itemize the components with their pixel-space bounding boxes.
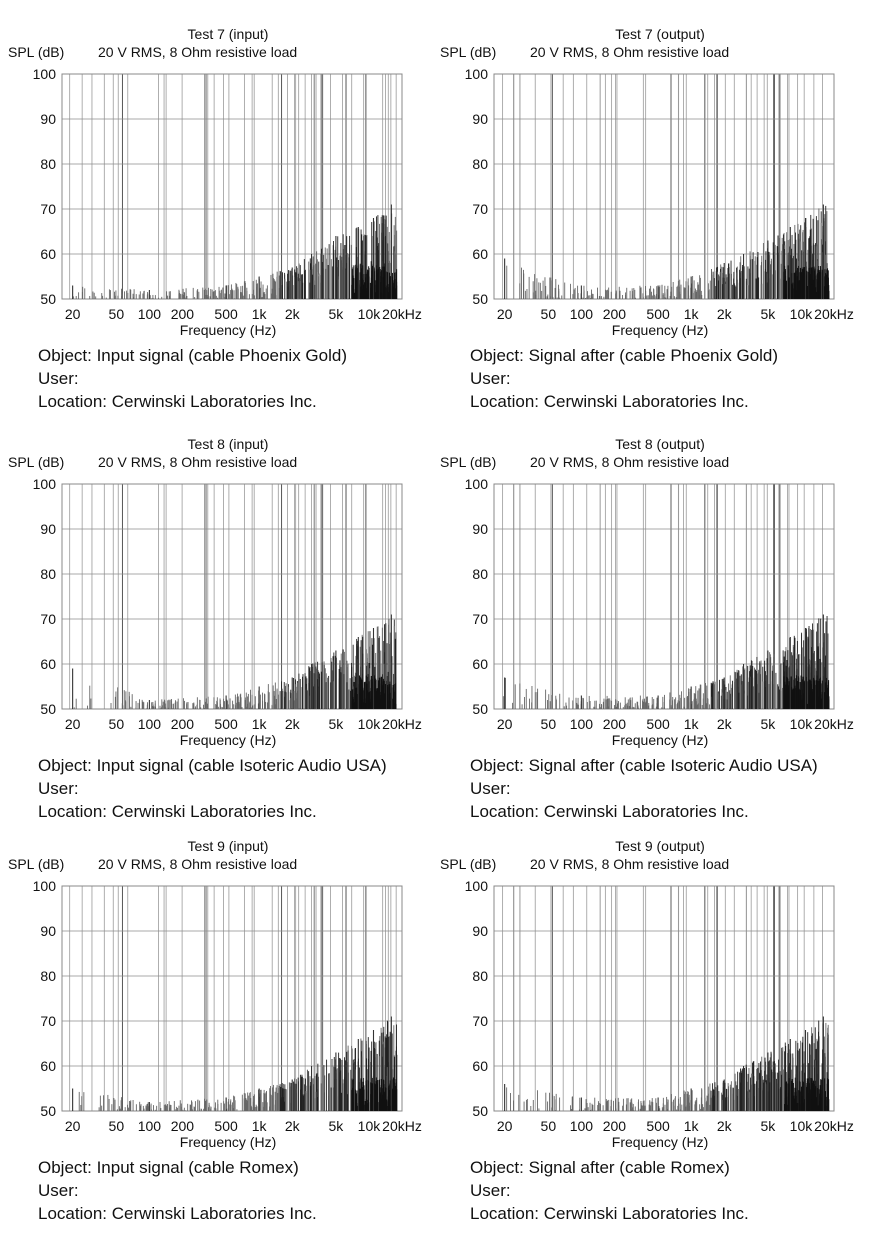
x-tick-label: 1k xyxy=(683,306,699,322)
vertical-grid xyxy=(503,484,823,709)
y-tick-label: 60 xyxy=(472,246,488,262)
x-axis-label: Frequency (Hz) xyxy=(611,732,709,748)
y-tick-label: 60 xyxy=(40,246,56,262)
y-tick-label: 50 xyxy=(472,291,488,307)
x-tick-label: 200 xyxy=(602,716,627,732)
user-line: User: xyxy=(38,369,79,388)
x-axis-label: Frequency (Hz) xyxy=(179,322,277,338)
spectrum-plot xyxy=(8,876,448,1136)
location-line: Location: Cerwinski Laboratories Inc. xyxy=(470,1204,749,1223)
x-tick-label: 50 xyxy=(108,1118,125,1134)
x-tick-label: 1k xyxy=(683,716,699,732)
y-tick-label: 100 xyxy=(464,476,488,492)
x-tick-label: 20kHz xyxy=(382,306,422,322)
x-tick-label: 50 xyxy=(540,1118,557,1134)
x-tick-label: 100 xyxy=(569,1118,594,1134)
x-tick-label: 100 xyxy=(137,306,162,322)
x-tick-label: 10k xyxy=(789,1118,813,1134)
chart-subtitle: 20 V RMS, 8 Ohm resistive load xyxy=(530,856,730,872)
x-tick-label: 5k xyxy=(328,716,344,732)
y-tick-label: 70 xyxy=(472,611,488,627)
user-line: User: xyxy=(470,779,511,798)
x-tick-label: 10k xyxy=(789,716,813,732)
x-tick-label: 10k xyxy=(357,1118,381,1134)
spectrum-bars xyxy=(73,615,396,710)
y-tick-label: 70 xyxy=(40,201,56,217)
x-tick-label: 20kHz xyxy=(814,1118,854,1134)
x-tick-label: 500 xyxy=(214,306,238,322)
user-line: User: xyxy=(470,1181,511,1200)
y-tick-label: 80 xyxy=(472,156,488,172)
x-tick-label: 1k xyxy=(251,1118,267,1134)
y-tick-label: 50 xyxy=(472,1103,488,1119)
x-tick-label: 100 xyxy=(569,306,594,322)
chart-panel-test9-input xyxy=(8,838,448,1248)
measurement-info xyxy=(38,754,387,823)
y-tick-label: 60 xyxy=(472,1058,488,1074)
x-tick-label: 2k xyxy=(284,716,300,732)
spectrum-bars xyxy=(73,1017,397,1112)
spectrum-plot xyxy=(8,64,448,324)
y-tick-label: 90 xyxy=(40,111,56,127)
x-tick-label: 50 xyxy=(108,716,125,732)
x-tick-label: 500 xyxy=(646,306,670,322)
user-line: User: xyxy=(38,1181,79,1200)
x-tick-label: 20kHz xyxy=(382,716,422,732)
x-tick-label: 2k xyxy=(716,306,732,322)
x-tick-label: 200 xyxy=(602,306,627,322)
object-line: Object: Signal after (cable Isoteric Audio USA) xyxy=(470,756,818,775)
y-tick-label: 80 xyxy=(40,566,56,582)
x-tick-label: 2k xyxy=(284,306,300,322)
spectrum-plot xyxy=(440,64,880,324)
y-axis-label: SPL (dB) xyxy=(440,44,497,60)
object-line: Object: Signal after (cable Romex) xyxy=(470,1158,730,1177)
chart-title: Test 8 (output) xyxy=(615,436,705,452)
object-line: Object: Input signal (cable Isoteric Audio USA) xyxy=(38,756,387,775)
y-axis-label: SPL (dB) xyxy=(440,454,497,470)
x-tick-label: 200 xyxy=(170,716,195,732)
x-tick-label: 5k xyxy=(328,306,344,322)
y-tick-label: 90 xyxy=(472,923,488,939)
y-tick-label: 100 xyxy=(464,66,488,82)
x-tick-label: 20kHz xyxy=(814,306,854,322)
x-tick-label: 500 xyxy=(214,716,238,732)
chart-panel-test7-output xyxy=(440,26,880,436)
measurement-info xyxy=(38,344,347,413)
y-axis-label: SPL (dB) xyxy=(8,856,65,872)
chart-panel-test8-input xyxy=(8,436,448,846)
x-tick-label: 100 xyxy=(569,716,594,732)
x-tick-label: 5k xyxy=(760,716,776,732)
x-tick-label: 200 xyxy=(170,1118,195,1134)
y-axis-label: SPL (dB) xyxy=(8,454,65,470)
y-tick-label: 70 xyxy=(40,611,56,627)
y-tick-label: 70 xyxy=(40,1013,56,1029)
chart-subtitle: 20 V RMS, 8 Ohm resistive load xyxy=(530,44,730,60)
object-line: Object: Input signal (cable Romex) xyxy=(38,1158,299,1177)
x-tick-label: 5k xyxy=(760,306,776,322)
measurement-info xyxy=(470,1156,749,1225)
x-axis-label: Frequency (Hz) xyxy=(611,1134,709,1150)
y-tick-label: 90 xyxy=(472,521,488,537)
x-tick-label: 10k xyxy=(789,306,813,322)
x-tick-label: 50 xyxy=(540,306,557,322)
y-tick-label: 90 xyxy=(40,923,56,939)
spectrum-plot xyxy=(8,474,448,734)
y-tick-label: 90 xyxy=(40,521,56,537)
chart-title: Test 8 (input) xyxy=(187,436,269,452)
x-tick-label: 1k xyxy=(251,306,267,322)
x-tick-label: 1k xyxy=(683,1118,699,1134)
chart-title: Test 7 (output) xyxy=(615,26,705,42)
x-tick-label: 100 xyxy=(137,716,162,732)
y-tick-label: 100 xyxy=(464,878,488,894)
y-axis-label: SPL (dB) xyxy=(440,856,497,872)
y-tick-label: 90 xyxy=(472,111,488,127)
x-tick-label: 20kHz xyxy=(382,1118,422,1134)
x-tick-label: 10k xyxy=(357,716,381,732)
x-tick-label: 20 xyxy=(496,1118,513,1134)
measurement-info xyxy=(470,344,778,413)
spectrum-plot xyxy=(440,876,880,1136)
x-tick-label: 2k xyxy=(284,1118,300,1134)
x-tick-label: 20kHz xyxy=(814,716,854,732)
location-line: Location: Cerwinski Laboratories Inc. xyxy=(38,392,317,411)
x-tick-label: 2k xyxy=(716,1118,732,1134)
chart-panel-test7-input xyxy=(8,26,448,436)
y-axis-label: SPL (dB) xyxy=(8,44,65,60)
y-tick-label: 100 xyxy=(32,66,56,82)
x-tick-label: 500 xyxy=(646,1118,670,1134)
y-tick-label: 70 xyxy=(472,201,488,217)
user-line: User: xyxy=(470,369,511,388)
location-line: Location: Cerwinski Laboratories Inc. xyxy=(470,392,749,411)
x-tick-label: 5k xyxy=(328,1118,344,1134)
y-tick-label: 80 xyxy=(40,156,56,172)
chart-title: Test 7 (input) xyxy=(187,26,269,42)
chart-title: Test 9 (input) xyxy=(187,838,269,854)
object-line: Object: Input signal (cable Phoenix Gold) xyxy=(38,346,348,365)
location-line: Location: Cerwinski Laboratories Inc. xyxy=(38,802,317,821)
x-tick-label: 10k xyxy=(357,306,381,322)
vertical-grid xyxy=(503,74,823,299)
y-tick-label: 60 xyxy=(472,656,488,672)
y-tick-label: 80 xyxy=(472,566,488,582)
y-tick-label: 70 xyxy=(472,1013,488,1029)
x-tick-label: 20 xyxy=(496,716,513,732)
x-tick-label: 5k xyxy=(760,1118,776,1134)
x-tick-label: 100 xyxy=(137,1118,162,1134)
x-tick-label: 20 xyxy=(64,716,81,732)
x-tick-label: 500 xyxy=(646,716,670,732)
location-line: Location: Cerwinski Laboratories Inc. xyxy=(470,802,749,821)
x-tick-label: 200 xyxy=(170,306,195,322)
location-line: Location: Cerwinski Laboratories Inc. xyxy=(38,1204,317,1223)
object-line: Object: Signal after (cable Phoenix Gold) xyxy=(470,346,779,365)
y-tick-label: 80 xyxy=(40,968,56,984)
y-tick-label: 60 xyxy=(40,656,56,672)
x-axis-label: Frequency (Hz) xyxy=(179,732,277,748)
spectrum-bars xyxy=(73,205,397,300)
x-axis-label: Frequency (Hz) xyxy=(611,322,709,338)
x-tick-label: 2k xyxy=(716,716,732,732)
y-tick-label: 100 xyxy=(32,878,56,894)
x-tick-label: 20 xyxy=(64,306,81,322)
user-line: User: xyxy=(38,779,79,798)
x-tick-label: 20 xyxy=(64,1118,81,1134)
y-tick-label: 60 xyxy=(40,1058,56,1074)
chart-subtitle: 20 V RMS, 8 Ohm resistive load xyxy=(530,454,730,470)
chart-subtitle: 20 V RMS, 8 Ohm resistive load xyxy=(98,454,298,470)
y-tick-label: 50 xyxy=(472,701,488,717)
measurement-info xyxy=(38,1156,317,1225)
y-tick-label: 50 xyxy=(40,291,56,307)
x-tick-label: 200 xyxy=(602,1118,627,1134)
chart-panel-test8-output xyxy=(440,436,880,846)
y-tick-label: 100 xyxy=(32,476,56,492)
y-tick-label: 50 xyxy=(40,1103,56,1119)
x-axis-label: Frequency (Hz) xyxy=(179,1134,277,1150)
x-tick-label: 50 xyxy=(108,306,125,322)
vertical-grid xyxy=(70,886,396,1111)
x-tick-label: 20 xyxy=(496,306,513,322)
x-tick-label: 50 xyxy=(540,716,557,732)
x-tick-label: 1k xyxy=(251,716,267,732)
measurement-info xyxy=(470,754,818,823)
y-tick-label: 50 xyxy=(40,701,56,717)
chart-panel-test9-output xyxy=(440,838,880,1248)
chart-subtitle: 20 V RMS, 8 Ohm resistive load xyxy=(98,44,298,60)
chart-subtitle: 20 V RMS, 8 Ohm resistive load xyxy=(98,856,298,872)
chart-title: Test 9 (output) xyxy=(615,838,705,854)
spectrum-plot xyxy=(440,474,880,734)
y-tick-label: 80 xyxy=(472,968,488,984)
x-tick-label: 500 xyxy=(214,1118,238,1134)
